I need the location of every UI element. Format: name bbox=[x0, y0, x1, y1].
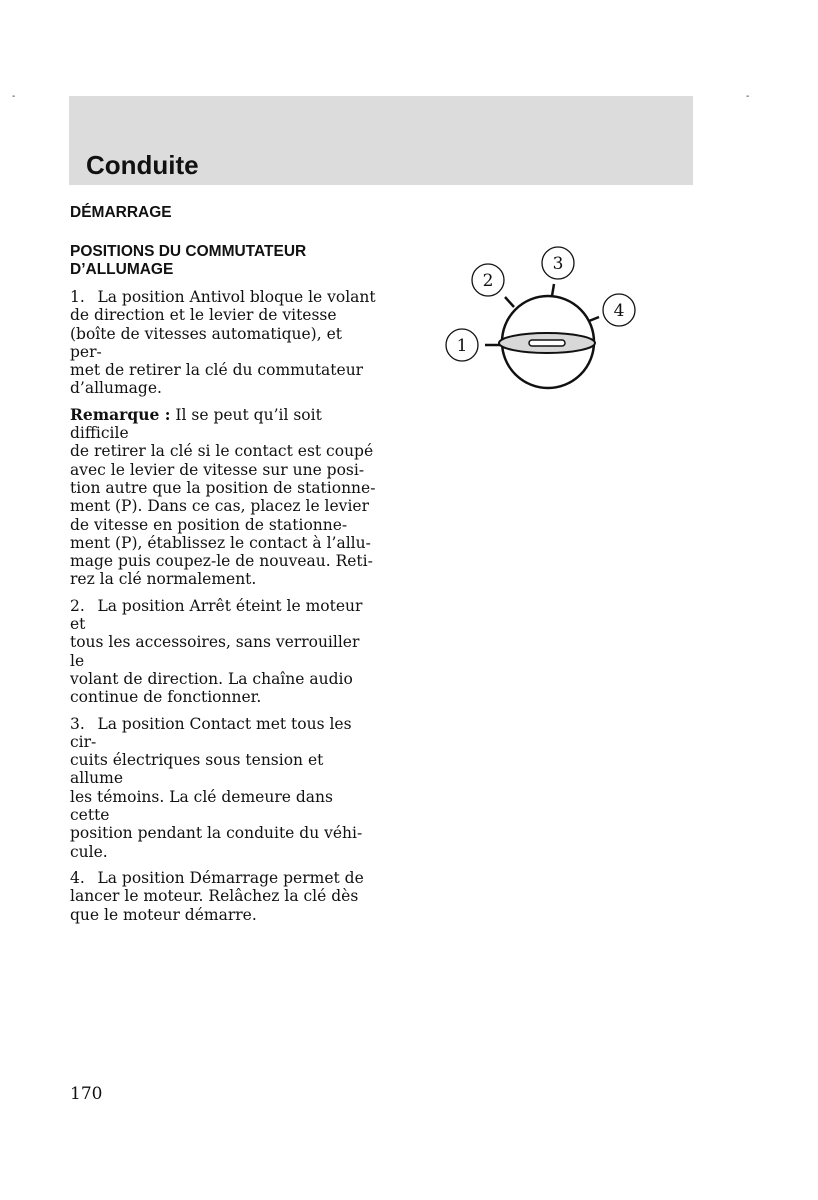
position-label-2-text: 2 bbox=[482, 271, 494, 291]
position-label-1-text: 1 bbox=[456, 336, 468, 356]
crop-mark-left: - bbox=[12, 91, 16, 102]
position-label-4 bbox=[603, 294, 635, 326]
ignition-switch-svg bbox=[440, 240, 640, 390]
position-label-4-text: 4 bbox=[613, 301, 625, 321]
section-heading: DÉMARRAGE bbox=[70, 204, 172, 221]
position-label-1 bbox=[446, 329, 478, 361]
position-label-2 bbox=[472, 264, 504, 296]
paragraph-position-4: 4. La position Démarrage permet de lancer le moteur. Relâchez la clé dès que le moteur démarre. bbox=[70, 868, 364, 924]
note-text: Il se peut qu’il soit difficile de retirer la clé si le contact est coupé avec le levier de vitesse sur une posi- tion autre que la position de stationne- ment (P). Dans ce cas, placez le levier de vitesse en position de stationne- ment (P), établissez le contact à l’allu- mage puis coupez-le de nouveau. Reti- rez la clé normalement. bbox=[70, 405, 376, 589]
crop-mark-right: - bbox=[746, 91, 750, 102]
paragraph-position-1: 1. La position Antivol bloque le volant de direction et le levier de vitesse (boîte de vitesses automatique), et per- met de retirer la clé du commutateur d’allumage. bbox=[70, 288, 376, 398]
key-slot bbox=[529, 340, 565, 346]
body-text-column bbox=[70, 288, 376, 932]
chapter-header-band bbox=[69, 96, 693, 185]
tick-position-2 bbox=[505, 297, 514, 307]
note-paragraph bbox=[70, 406, 376, 589]
subsection-heading-line1: POSITIONS DU COMMUTATEUR bbox=[70, 243, 307, 260]
tick-position-3 bbox=[552, 284, 554, 296]
page-number: 170 bbox=[70, 1084, 103, 1104]
ignition-switch-diagram bbox=[440, 240, 640, 390]
paragraph-position-3: 3. La position Contact met tous les cir- cuits électriques sous tension et allume les témoins. La clé demeure dans cette position pendant la conduite du véhi- cule. bbox=[70, 714, 363, 861]
position-label-3 bbox=[542, 247, 574, 279]
note-label: Remarque : bbox=[70, 404, 171, 424]
position-label-3-text: 3 bbox=[552, 254, 564, 274]
subsection-heading bbox=[70, 243, 360, 279]
paragraph-position-2: 2. La position Arrêt éteint le moteur et tous les accessoires, sans verrouiller le volant de direction. La chaîne audio continue de fonctionner. bbox=[70, 596, 363, 707]
chapter-title: Conduite bbox=[86, 150, 199, 180]
subsection-heading-line2: D’ALLUMAGE bbox=[70, 261, 174, 278]
tick-position-4 bbox=[589, 317, 599, 321]
